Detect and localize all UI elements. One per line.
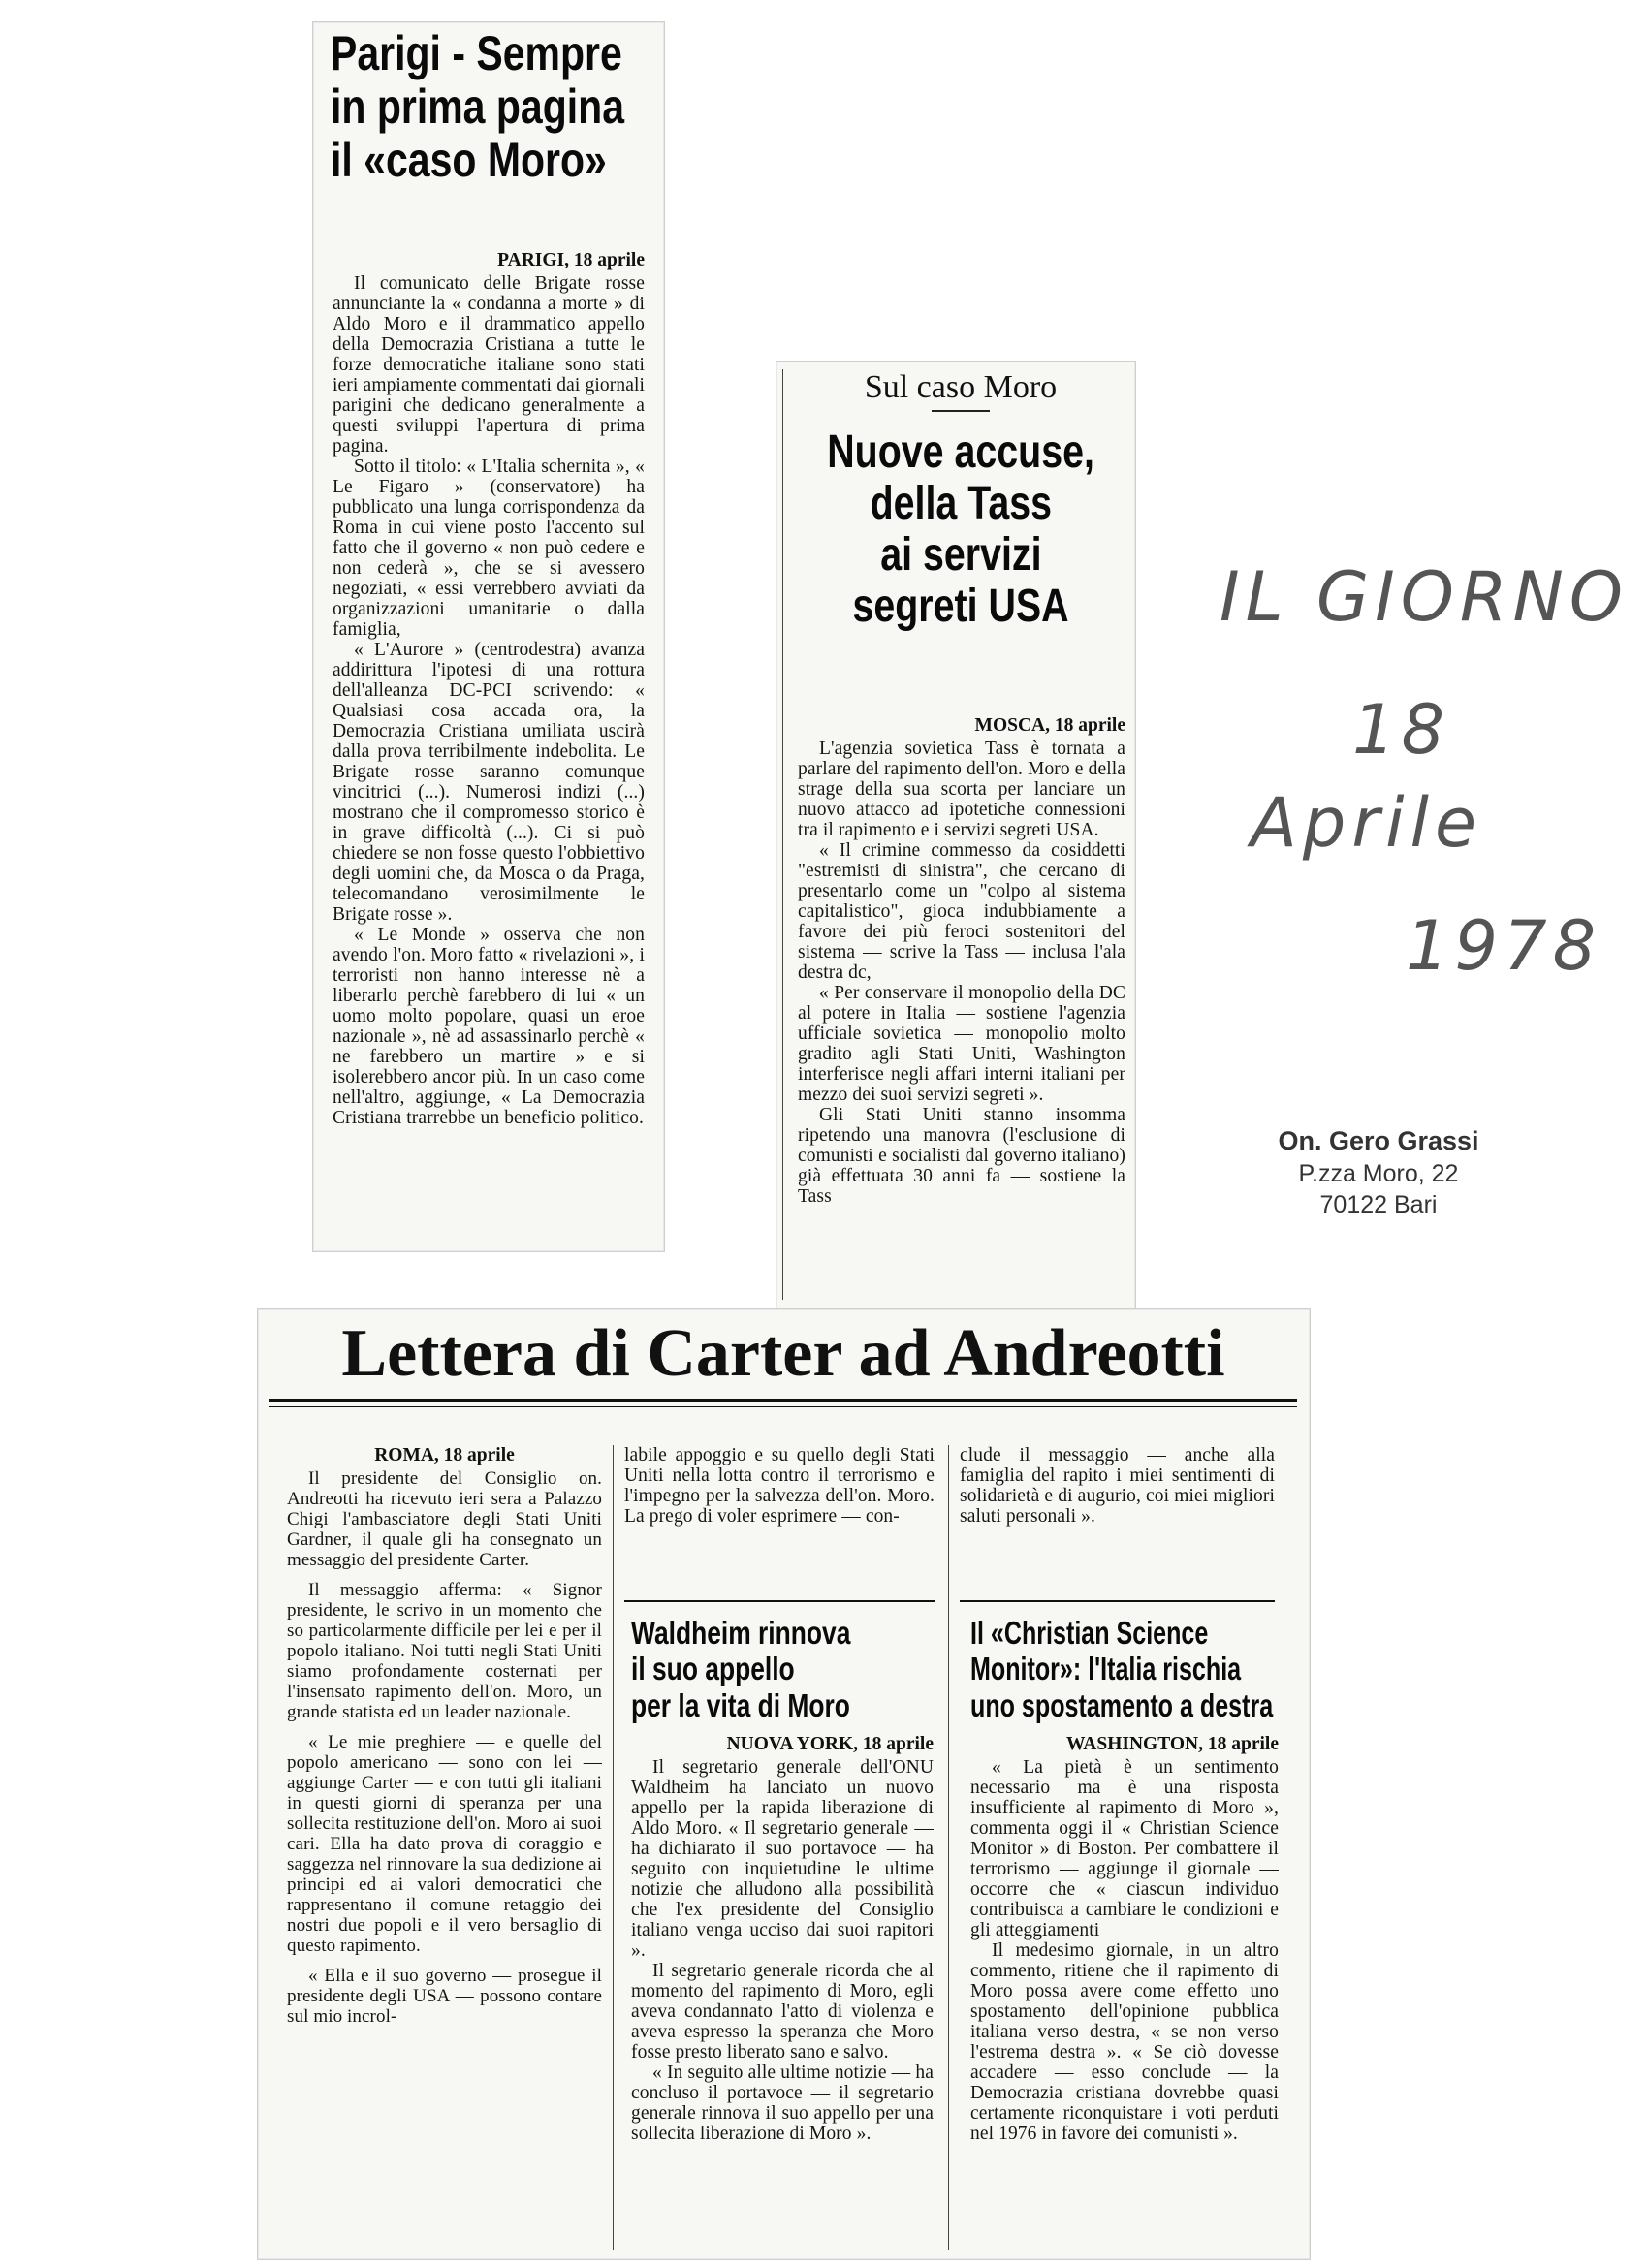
csm-body (970, 1757, 1279, 2144)
carter-headline: Lettera di Carter ad Andreotti (341, 1316, 1225, 1391)
carter-col1 (287, 1468, 602, 2027)
column-rule (613, 1445, 614, 2250)
stamp-city: 70122 Bari (1319, 1191, 1438, 1218)
headline-line: in prima pagina (331, 79, 625, 134)
address-stamp (1223, 1126, 1534, 1219)
handwritten-year: 1978 (1406, 906, 1602, 986)
headline-line: Il «Christian Science (970, 1615, 1209, 1651)
clipping-paris (312, 21, 665, 1252)
headline-line: il suo appello (631, 1651, 795, 1687)
paragraph: « L'Aurore » (centrodestra) avanza addirittura l'ipotesi di una rottura dell'alleanza DC-PCI scrivendo: « Qualsiasi cosa accada ora, la Democrazia Cristiana umiliata uscirà dalla prova terribilmente indebolita. Le Brigate rosse saranno comunque vincitrici (...). Numerosi indizi (...) mostrano che il compromesso storico è in grave difficoltà (...). Ci si può chiedere se non fosse questo l'obbiettivo degli uomini che, da Mosca o da Praga, telecomandano verosimilmente le Brigate rosse ». (333, 640, 645, 925)
section-rule (624, 1600, 935, 1602)
headline-rule (269, 1399, 1297, 1402)
carter-dateline: ROMA, 18 aprile (374, 1445, 515, 1465)
handwritten-day: 18 (1352, 690, 1451, 770)
paragraph: Il messaggio afferma: « Signor presidente, le scrivo in un momento che so particolarmente difficile per lei e per il popolo italiano. Noi tutti negli Stati Uniti siamo profondamente costernati per l'insensato rapimento dell'on. Moro, un grande statista ed un leader nazionale. (287, 1580, 602, 1722)
kicker-underline (932, 410, 990, 412)
paragraph: Il segretario generale dell'ONU Waldheim ha lanciato un nuovo appello per la rapida liberazione di Aldo Moro. « Il segretario generale — ha dichiarato il suo portavoce — ha seguito con inquietudine le ultime notizie che alludono alla possibilità che l'ex presidente del Consiglio italiano venga ucciso dai suoi rapitori ». (631, 1757, 934, 1961)
carter-col2 (624, 1445, 935, 1527)
csm-dateline: WASHINGTON, 18 aprile (1065, 1734, 1279, 1754)
headline-line: ai servizi (879, 529, 1042, 582)
headline-rule-thin (269, 1406, 1297, 1407)
paris-dateline: PARIGI, 18 aprile (497, 250, 645, 270)
stamp-street: P.zza Moro, 22 (1298, 1160, 1459, 1187)
headline-line: per la vita di Moro (631, 1686, 850, 1723)
headline-line: segreti USA (852, 581, 1069, 633)
clipping-tass (776, 361, 1136, 1332)
headline-line: il «caso Moro» (331, 133, 607, 187)
paragraph: L'agenzia sovietica Tass è tornata a parlare del rapimento dell'on. Moro e della strage della sua scorta per lanciare un nuovo attacco ad ipotetiche connessioni tra il rapimento e i servizi segreti USA. (798, 739, 1125, 840)
paragraph: clude il messaggio — anche alla famiglia del rapito i miei sentimenti di solidarietà e di augurio, coi miei migliori saluti personali ». (960, 1445, 1275, 1527)
paris-body (333, 273, 645, 1128)
tass-kicker: Sul caso Moro (864, 369, 1058, 405)
paragraph: « Per conservare il monopolio della DC al potere in Italia — sostiene l'agenzia ufficiale sovietica — monopolio molto gradito agli Stati Uniti, Washington interferisce negli affari interni italiani per mezzo dei suoi servizi segreti ». (798, 983, 1125, 1105)
waldheim-headline (631, 1615, 934, 1734)
paragraph: « La pietà è un sentimento necessario ma è una risposta insufficiente al rapimento di Moro », commenta oggi il « Christian Science Monitor » di Boston. Per combattere il terrorismo — aggiunge il giornale — occorre che « ciascun individuo contribuisca a cambiare le condizioni e gli atteggiamenti (970, 1757, 1279, 1940)
waldheim-body (631, 1757, 934, 2144)
paragraph: labile appoggio e su quello degli Stati Uniti nella lotta contro il terrorismo e l'impegno per la salvezza dell'on. Moro. La prego di voler esprimere — con- (624, 1445, 935, 1527)
headline-line: Nuove accuse, (827, 426, 1094, 478)
headline-line: Parigi - Sempre (331, 26, 622, 80)
section-rule (960, 1600, 1275, 1602)
paragraph: Il comunicato delle Brigate rosse annunciante la « condanna a morte » di Aldo Moro e il drammatico appello della Democrazia Cristiana a tutte le forze democratiche italiane sono stati ieri ampiamente commentati dai giornali parigini che dedicano generalmente a questi sviluppi l'apertura di prima pagina. (333, 273, 645, 457)
paragraph: Sotto il titolo: « L'Italia schernita », « Le Figaro » (conservatore) ha pubblicato una lunga corrispondenza da Roma in cui viene posto l'accento sul fatto che il governo « non può cedere e non cederà », che se si avessero negoziati, « essi verrebbero avviati da organizzazioni umanitarie o dalla famiglia, (333, 457, 645, 640)
handwritten-newspaper: IL GIORNO (1220, 557, 1629, 637)
headline-line: Waldheim rinnova (631, 1615, 851, 1651)
column-rule (948, 1445, 949, 2250)
headline-line: della Tass (870, 478, 1052, 530)
paragraph: « In seguito alle ultime notizie — ha concluso il portavoce — il segretario generale rinnova il suo appello per una sollecita liberazione di Moro ». (631, 2063, 934, 2144)
paragraph: Il segretario generale ricorda che al momento del rapimento di Moro, egli aveva condannato l'atto di violenza e aveva espresso la speranza che Moro fosse presto liberato sano e salvo. (631, 1961, 934, 2063)
clipping-carter (257, 1308, 1311, 2260)
stamp-name: On. Gero Grassi (1278, 1126, 1479, 1155)
paragraph: « Le Monde » osserva che non avendo l'on. Moro fatto « rivelazioni », i terroristi non hanno interesse nè a liberarlo perchè farebbero di lui « un uomo molto popolare, quasi un eroe nazionale », nè ad assassinarlo perchè « ne farebbero un martire » e si isolerebbero ancor più. In un caso come nell'altro, aggiunge, « La Democrazia Cristiana trarrebbe un beneficio politico. (333, 925, 645, 1128)
paragraph: Il medesimo giornale, in un altro commento, ritiene che il rapimento di Moro possa avere come effetto uno spostamento dell'opinione pubblica italiana verso destra, « se non verso l'estrema destra ». « Se ciò dovesse accadere — esso conclude — la Democrazia cristiana dovrebbe quasi certamente riconquistare i voti perduti nel 1976 in favore dei comunisti ». (970, 1940, 1279, 2144)
paragraph: « Il crimine commesso da cosiddetti "estremisti di sinistra", che cercano di presentarlo come un "colpo al sistema capitalistico", gioca indubbiamente a favore dei più feroci sostenitori del sistema — scrive la Tass — inclusa l'ala destra dc, (798, 840, 1125, 983)
headline-line: Monitor»: l'Italia rischia (970, 1651, 1242, 1687)
tass-headline (796, 426, 1125, 633)
column-rule (782, 369, 783, 1300)
waldheim-dateline: NUOVA YORK, 18 aprile (726, 1734, 934, 1754)
paris-headline (331, 26, 660, 187)
handwritten-month: Aprile (1251, 783, 1483, 863)
paragraph: « Ella e il suo governo — prosegue il presidente degli USA — possono contare sul mio incrol- (287, 1966, 602, 2027)
csm-headline (970, 1615, 1279, 1734)
tass-body (798, 739, 1125, 1207)
paragraph: Il presidente del Consiglio on. Andreotti ha ricevuto ieri sera a Palazzo Chigi l'ambasciatore degli Stati Uniti Gardner, il quale gli ha consegnato un messaggio del presidente Carter. (287, 1468, 602, 1570)
paragraph: Gli Stati Uniti stanno insomma ripetendo una manovra (l'esclusione di comunisti e socialisti dal governo italiano) già effettuata 30 anni fa — sostiene la Tass (798, 1105, 1125, 1207)
headline-line: uno spostamento a destra (970, 1686, 1274, 1723)
paragraph: « Le mie preghiere — e quelle del popolo americano — sono con lei — aggiunge Carter — e con tutti gli italiani in questi giorni di speranza per una sollecita restituzione dell'on. Moro ai suoi cari. Ella ha dato prova di coraggio e saggezza nel rinnovare la sua dedizione ai principi ed ai valori democratici che rappresentano il comune retaggio dei nostri due popoli e il vero bersaglio di questo rapimento. (287, 1732, 602, 1956)
tass-dateline: MOSCA, 18 aprile (974, 715, 1125, 736)
carter-col3 (960, 1445, 1275, 1527)
